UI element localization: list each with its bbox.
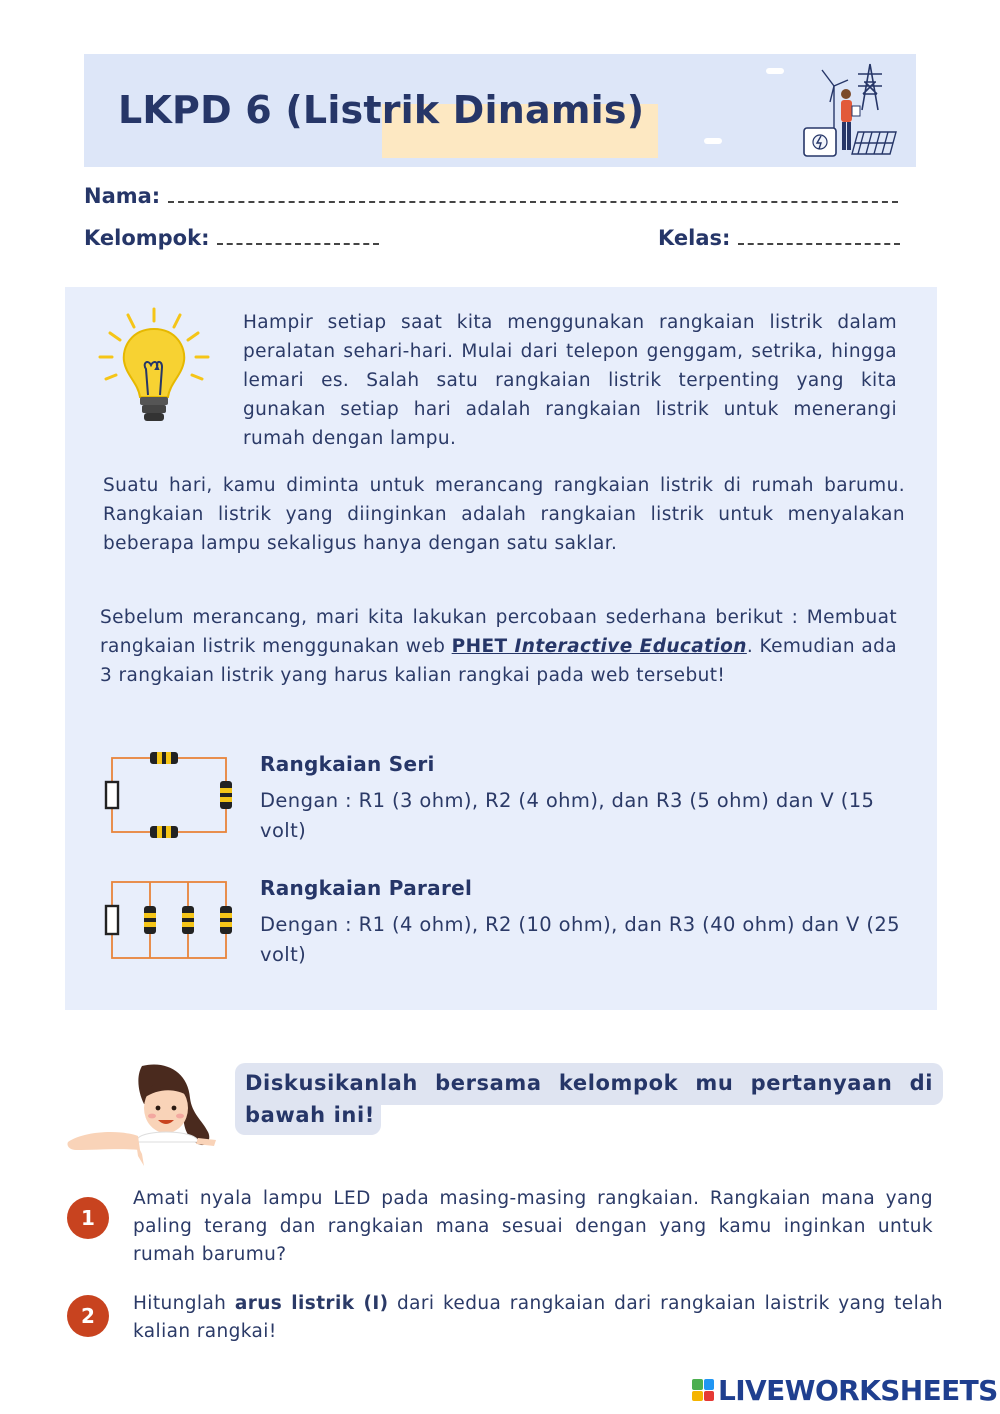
- girl-pointing-illustration-icon: [66, 1058, 226, 1170]
- question-2-text: [133, 1290, 943, 1346]
- group-field: [84, 226, 379, 250]
- page-title: LKPD 6 (Listrik Dinamis): [118, 88, 645, 132]
- light-bulb-icon: [96, 305, 212, 431]
- parallel-circuit-description: Dengan : R1 (4 ohm), R2 (10 ohm), dan R3 (40 ohm) dan V (25 volt): [260, 913, 900, 966]
- header-banner: [84, 54, 916, 167]
- name-input[interactable]: [168, 185, 898, 203]
- series-circuit-title: Rangkaian Seri: [260, 752, 435, 776]
- intro-paragraph-2: Suatu hari, kamu diminta untuk merancang rangkaian listrik di rumah barumu. Rangkaian listrik yang diinginkan adalah rangkaian listrik untuk menyalakan beberapa lampu sekaligus hanya dengan satu saklar.: [103, 475, 905, 554]
- liveworksheets-logo-icon: [692, 1379, 714, 1401]
- question-2-text-start: Hitunglah: [133, 1293, 235, 1314]
- engineer-illustration-icon: [800, 62, 900, 162]
- intro-paragraph-1: Hampir setiap saat kita menggunakan rangkaian listrik dalam peralatan sehari-hari. Mulai dari telepon genggam, setrika, hingga lemari es. Salah satu rangkaian listrik terpenting yang kita gunakan setiap hari adalah rangkaian listrik untuk menerangi rumah dengan lampu.: [243, 312, 897, 449]
- phet-link[interactable]: [452, 636, 747, 657]
- series-circuit-description: Dengan : R1 (3 ohm), R2 (4 ohm), dan R3 (5 ohm) dan V (15 volt): [260, 789, 875, 842]
- discussion-prompt-bubble: [235, 1063, 943, 1135]
- phet-link-italic: Interactive Education: [514, 636, 747, 657]
- parallel-circuit-title: Rangkaian Pararel: [260, 876, 473, 900]
- name-label: Nama:: [84, 184, 161, 208]
- question-1-text: Amati nyala lampu LED pada masing-masing rangkaian. Rangkaian mana yang paling terang dan rangkaian mana sesuai dengan yang kamu inginkan untuk rumah barumu?: [133, 1188, 933, 1265]
- cloud-decoration: [766, 68, 784, 74]
- discussion-prompt-text: Diskusikanlah bersama kelompok mu pertanyaan di bawah ini!: [245, 1071, 933, 1127]
- series-circuit-icon: [100, 748, 240, 844]
- question-1-number-badge: 1: [67, 1197, 109, 1239]
- class-label: Kelas:: [658, 226, 731, 250]
- question-2-number-badge: 2: [67, 1295, 109, 1337]
- group-input[interactable]: [217, 227, 379, 245]
- intro-paragraph-3-end: . Kemudian ada 3 rangkaian listrik yang harus kalian rangkai pada web tersebut!: [100, 636, 897, 686]
- question-2-text-end: dari kedua rangkaian dari rangkaian laistrik yang telah kalian rangkai!: [133, 1293, 943, 1342]
- name-field: [84, 184, 898, 208]
- question-2-bold-term: arus listrik (I): [234, 1293, 389, 1314]
- intro-paragraph-3-start: Sebelum merancang, mari kita lakukan percobaan sederhana berikut : Membuat rangkaian listrik menggunakan web: [100, 607, 897, 657]
- class-input[interactable]: [738, 227, 900, 245]
- liveworksheets-logo-text: LIVEWORKSHEETS: [718, 1373, 998, 1407]
- class-field: [658, 226, 900, 250]
- group-label: Kelompok:: [84, 226, 210, 250]
- intro-paragraph-3: [100, 603, 897, 690]
- phet-link-word: PHET: [451, 636, 515, 657]
- cloud-decoration: [704, 138, 722, 144]
- liveworksheets-logo[interactable]: [692, 1374, 998, 1406]
- parallel-circuit-icon: [100, 876, 240, 966]
